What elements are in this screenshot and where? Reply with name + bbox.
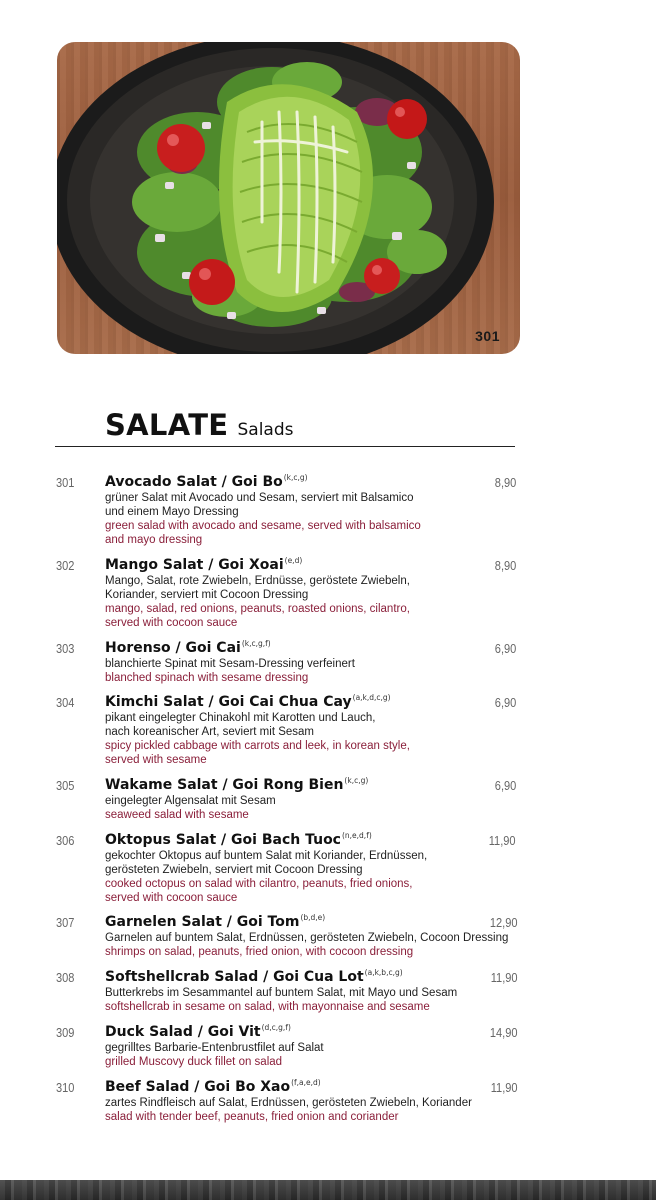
item-description-en: green salad with avocado and sesame, served with balsamico and mayo dressing <box>105 520 421 546</box>
item-description-en: seaweed salad with sesame <box>105 809 249 821</box>
item-allergens: (a,k,b,c,g) <box>364 968 403 977</box>
item-price: 14,90 <box>490 1025 518 1040</box>
item-allergens: (k,c,g,f) <box>241 639 271 648</box>
item-allergens: (a,k,d,c,g) <box>352 693 391 702</box>
item-number: 306 <box>56 833 75 848</box>
item-name: Duck Salad / Goi Vit$^{(d,c,g,f)}$ <box>105 1023 291 1040</box>
item-number: 307 <box>56 915 75 930</box>
item-price: 6,90 <box>494 778 516 793</box>
item-description-en: shrimps on salad, peanuts, fried onion, with cocoon dressing <box>105 946 414 958</box>
item-allergens: (k,c,g) <box>283 473 308 482</box>
section-heading <box>105 408 294 442</box>
item-price: 8,90 <box>494 475 516 490</box>
item-description-de: pikant eingelegter Chinakohl mit Karotten und Lauch, nach koreanischer Art, seviert mit Sesam <box>105 712 376 738</box>
item-number: 305 <box>56 778 75 793</box>
item-description-de: zartes Rindfleisch auf Salat, Erdnüssen, gerösteten Zwiebeln, Koriander <box>105 1097 472 1109</box>
item-price: 11,90 <box>491 970 518 985</box>
item-price: 6,90 <box>494 641 516 656</box>
item-description-de: grüner Salat mit Avocado und Sesam, serviert mit Balsamico und einem Mayo Dressing <box>105 492 414 518</box>
item-number: 304 <box>56 695 75 710</box>
item-name: Beef Salad / Goi Bo Xao$^{(f,a,e,d)}$ <box>105 1078 321 1095</box>
photo-dish-number: 301 <box>475 328 500 344</box>
item-description-de: gegrilltes Barbarie-Entenbrustfilet auf Salat <box>105 1042 324 1054</box>
item-number: 301 <box>56 475 75 490</box>
item-description-en: mango, salad, red onions, peanuts, roasted onions, cilantro, served with cocoon sauce <box>105 603 410 629</box>
item-allergens: (e,d) <box>284 556 303 565</box>
item-price: 6,90 <box>494 695 516 710</box>
item-price: 8,90 <box>494 558 516 573</box>
footer-wood-strip <box>0 1180 656 1200</box>
item-number: 303 <box>56 641 75 656</box>
item-name: Oktopus Salat / Goi Bach Tuoc$^{(n,e,d,f)}$ <box>105 831 372 848</box>
item-description-de: blanchierte Spinat mit Sesam-Dressing verfeinert <box>105 658 355 670</box>
item-name: Garnelen Salat / Goi Tom$^{(b,d,e)}$ <box>105 913 326 930</box>
item-allergens: (k,c,g) <box>344 776 369 785</box>
avocado-salad-illustration <box>57 42 520 354</box>
item-allergens: (n,e,d,f) <box>341 831 372 840</box>
item-description-en: cooked octopus on salad with cilantro, peanuts, fried onions, served with cocoon sauce <box>105 878 413 904</box>
section-title: SALATE <box>105 408 229 442</box>
item-price: 12,90 <box>490 915 518 930</box>
item-description-en: blanched spinach with sesame dressing <box>105 672 309 684</box>
heading-divider <box>55 446 515 447</box>
item-description-de: Mango, Salat, rote Zwiebeln, Erdnüsse, geröstete Zwiebeln, Koriander, serviert mit Cocoon Dressing <box>105 575 410 601</box>
item-name: Horenso / Goi Cai$^{(k,c,g,f)}$ <box>105 639 271 656</box>
item-price: 11,90 <box>491 1080 518 1095</box>
item-description-en: salad with tender beef, peanuts, fried onion and coriander <box>105 1111 399 1123</box>
item-description-de: gekochter Oktopus auf buntem Salat mit Koriander, Erdnüssen, gerösteten Zwiebeln, serviert mit Cocoon Dressing <box>105 850 428 876</box>
item-description-de: Garnelen auf buntem Salat, Erdnüssen, gerösteten Zwiebeln, Cocoon Dressing <box>105 932 509 944</box>
item-name: Softshellcrab Salad / Goi Cua Lot$^{(a,k,b,c,g)}$ <box>105 968 403 985</box>
item-number: 309 <box>56 1025 75 1040</box>
dish-photo <box>57 42 520 354</box>
item-name: Kimchi Salat / Goi Cai Chua Cay$^{(a,k,d,c,g)}$ <box>105 693 391 710</box>
item-description-en: softshellcrab in sesame on salad, with mayonnaise and sesame <box>105 1001 430 1013</box>
item-description-de: eingelegter Algensalat mit Sesam <box>105 795 276 807</box>
item-price: 11,90 <box>489 833 516 848</box>
item-number: 310 <box>56 1080 75 1095</box>
item-allergens: (f,a,e,d) <box>291 1078 321 1087</box>
item-name: Wakame Salat / Goi Rong Bien$^{(k,c,g)}$ <box>105 776 369 793</box>
item-allergens: (b,d,e) <box>300 913 326 922</box>
item-number: 308 <box>56 970 75 985</box>
item-description-en: grilled Muscovy duck fillet on salad <box>105 1056 283 1068</box>
item-name: Mango Salat / Goi Xoai$^{(e,d)}$ <box>105 556 303 573</box>
section-subtitle: Salads <box>237 420 294 440</box>
item-number: 302 <box>56 558 75 573</box>
item-description-de: Butterkrebs im Sesammantel auf buntem Salat, mit Mayo und Sesam <box>105 987 458 999</box>
item-description-en: spicy pickled cabbage with carrots and leek, in korean style, served with sesame <box>105 740 410 766</box>
item-name: Avocado Salat / Goi Bo$^{(k,c,g)}$ <box>105 473 308 490</box>
item-allergens: (d,c,g,f) <box>261 1023 291 1032</box>
